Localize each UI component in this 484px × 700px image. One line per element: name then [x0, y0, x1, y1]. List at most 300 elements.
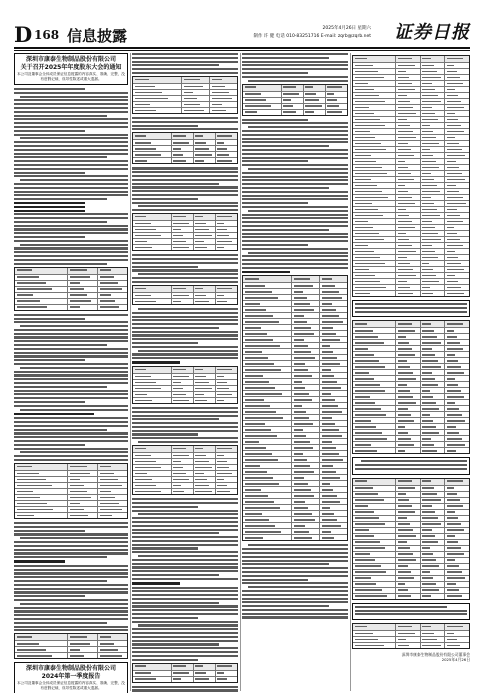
table-cell [421, 165, 446, 170]
table-cell [194, 483, 216, 488]
text-line [242, 134, 348, 136]
section-title: 信息披露 [67, 27, 128, 45]
table-row [353, 56, 469, 63]
table-cell [445, 436, 469, 441]
text-line [242, 575, 348, 577]
table-cell [292, 529, 320, 534]
table-cell [353, 153, 396, 158]
text-line [14, 580, 107, 582]
table-cell [353, 624, 396, 630]
table-cell [445, 376, 469, 381]
table-cell [353, 105, 396, 110]
table-cell [194, 152, 216, 157]
table-cell [326, 92, 347, 97]
table-cell [396, 255, 421, 260]
table-cell [216, 286, 237, 292]
text-line [132, 563, 238, 565]
section-heading-line [14, 202, 85, 204]
text-line [14, 440, 128, 442]
text-line [14, 164, 128, 166]
table-cell [445, 388, 469, 393]
text-line [138, 441, 238, 443]
table-cell [353, 328, 396, 333]
table-cell [243, 433, 292, 438]
text-line [242, 560, 348, 562]
text-line [132, 334, 238, 336]
table-cell [421, 93, 446, 98]
table-cell [133, 84, 182, 89]
text-line [14, 599, 128, 601]
table-cell [445, 219, 469, 224]
table-cell [292, 385, 320, 390]
table-cell [172, 227, 194, 232]
table-cell [396, 516, 421, 521]
table-cell [445, 207, 469, 212]
text-line [14, 191, 128, 193]
table-cell [320, 361, 347, 366]
text-line [14, 459, 128, 461]
table-cell [421, 388, 446, 393]
table-cell [216, 140, 237, 145]
table-cell [421, 225, 446, 230]
table-cell [396, 418, 421, 423]
publish-date: 2025年4月26日 星期六 [322, 26, 371, 31]
text-line [242, 263, 348, 265]
text-line [14, 533, 128, 535]
text-line [248, 544, 348, 546]
table-cell [421, 588, 446, 593]
table-cell [216, 446, 237, 452]
table-cell [194, 386, 216, 391]
text-line [132, 125, 198, 127]
table-cell [353, 346, 396, 351]
table-cell [216, 133, 237, 139]
text-line [242, 64, 348, 66]
text-line [242, 176, 348, 178]
table-cell [292, 493, 320, 498]
table-cell [216, 293, 237, 298]
table-cell [396, 93, 421, 98]
table-cell [396, 243, 421, 248]
text-line [132, 433, 198, 435]
text-line [242, 130, 348, 132]
table-cell [396, 588, 421, 593]
text-line [14, 545, 128, 547]
table-cell [98, 305, 127, 310]
table-cell [445, 99, 469, 104]
text-line [242, 61, 348, 63]
table-cell [421, 564, 446, 569]
column-divider [130, 53, 131, 691]
column-3 [242, 53, 348, 693]
table-cell [353, 424, 396, 429]
table-cell [445, 534, 469, 539]
table-cell [421, 291, 446, 296]
table-cell [396, 135, 421, 140]
table-cell [194, 398, 216, 403]
table-cell [396, 87, 421, 92]
table-cell [320, 505, 347, 510]
table-cell [292, 349, 320, 354]
text-line [14, 118, 128, 120]
text-line [132, 640, 238, 642]
table-cell [292, 451, 320, 456]
table-cell [194, 664, 216, 670]
table-cell [216, 459, 237, 464]
data-table [132, 366, 238, 404]
table-cell [133, 108, 182, 113]
table-cell [320, 433, 347, 438]
table-cell [353, 540, 396, 545]
text-line [132, 194, 238, 196]
table-cell [445, 504, 469, 509]
text-line [132, 346, 238, 348]
table-cell [243, 331, 292, 336]
table-cell [216, 671, 237, 676]
table-cell [320, 349, 347, 354]
table-cell [216, 158, 237, 163]
table-cell [320, 301, 347, 306]
table-cell [421, 448, 446, 453]
column-4 [352, 53, 470, 693]
table-cell [216, 477, 237, 482]
text-line [132, 547, 198, 549]
table-cell [445, 321, 469, 327]
text-line [132, 331, 238, 333]
table-cell [353, 93, 396, 98]
table-cell [243, 92, 282, 97]
table-cell [396, 576, 421, 581]
text-line [242, 53, 348, 55]
table-cell [182, 96, 210, 101]
table-cell [396, 159, 421, 164]
table-cell [421, 69, 446, 74]
text-line [242, 267, 348, 269]
notice-header [14, 53, 128, 85]
table-cell [320, 295, 347, 300]
table-cell [396, 406, 421, 411]
text-line [242, 556, 348, 558]
text-line [132, 323, 238, 325]
table-cell [353, 340, 396, 345]
table-cell [421, 594, 446, 599]
text-line [14, 247, 128, 249]
table-cell [243, 475, 292, 480]
table-row [353, 479, 469, 486]
table-cell [421, 321, 446, 327]
table-cell [210, 96, 237, 101]
table-cell [320, 391, 347, 396]
text-line [14, 614, 128, 616]
text-line [242, 598, 348, 600]
table-cell [396, 376, 421, 381]
table-cell [15, 305, 68, 310]
text-line [248, 80, 348, 82]
table-cell [326, 110, 347, 115]
table-cell [98, 507, 127, 512]
table-cell [320, 499, 347, 504]
table-cell [15, 501, 68, 506]
table-cell [133, 102, 182, 107]
table-cell [292, 475, 320, 480]
table-cell [172, 158, 194, 163]
text-line [355, 613, 467, 615]
table-cell [15, 293, 68, 298]
text-line [14, 348, 128, 350]
table-cell [133, 465, 172, 470]
text-line [14, 175, 128, 177]
text-line [14, 333, 128, 335]
text-line [132, 426, 238, 428]
table-cell [445, 352, 469, 357]
table-cell [216, 677, 237, 682]
table-cell [353, 87, 396, 92]
table-cell [320, 313, 347, 318]
table-cell [353, 171, 396, 176]
table-cell [210, 84, 237, 89]
text-line [14, 359, 85, 361]
table-cell [194, 453, 216, 458]
text-line [14, 455, 128, 457]
table-cell [194, 286, 216, 292]
table-cell [396, 123, 421, 128]
notice-company: 深圳市康泰生物制品股份有限公司 [25, 56, 116, 63]
table-cell [243, 457, 292, 462]
table-cell [396, 189, 421, 194]
table-cell [15, 275, 68, 280]
text-line [14, 217, 128, 219]
table-cell [353, 147, 396, 152]
table-cell [421, 87, 446, 92]
table-cell [243, 445, 292, 450]
table-cell [421, 75, 446, 80]
table-cell [421, 171, 446, 176]
text-line [132, 689, 238, 691]
table-cell [172, 239, 194, 244]
table-cell [421, 243, 446, 248]
table-cell [421, 129, 446, 134]
text-line [132, 617, 198, 619]
table-row [353, 448, 469, 453]
text-line [14, 541, 128, 543]
table-cell [353, 594, 396, 599]
table-cell [421, 479, 446, 485]
table-cell [292, 445, 320, 450]
table-cell [445, 570, 469, 575]
table-cell [445, 394, 469, 399]
table-cell [353, 376, 396, 381]
table-cell [396, 81, 421, 86]
table-cell [182, 77, 210, 83]
table-cell [445, 479, 469, 485]
table-cell [292, 289, 320, 294]
text-line [20, 244, 128, 246]
table-row [133, 664, 237, 671]
table-row [133, 299, 237, 304]
table-cell [98, 293, 127, 298]
notice-title: 2024年第一季度报告 [41, 672, 101, 680]
table-cell [421, 394, 446, 399]
table-cell [396, 364, 421, 369]
table-cell [396, 564, 421, 569]
text-line [14, 187, 128, 189]
data-table [132, 76, 238, 114]
table-cell [320, 325, 347, 330]
text-box [352, 603, 470, 620]
table-cell [320, 481, 347, 486]
text-line [14, 378, 128, 380]
table-cell [421, 340, 446, 345]
text-line [14, 622, 107, 624]
table-row [15, 305, 127, 310]
text-line [132, 578, 238, 580]
table-cell [243, 409, 292, 414]
table-row [133, 398, 237, 403]
text-line [248, 210, 348, 212]
table-cell [353, 56, 396, 62]
text-line [20, 179, 128, 181]
table-cell [172, 386, 194, 391]
text-line [14, 228, 128, 230]
table-cell [445, 528, 469, 533]
table-row [133, 677, 237, 682]
table-cell [15, 477, 68, 482]
table-cell [396, 498, 421, 503]
text-line [242, 236, 348, 238]
newspaper-logo: 证券日报 [394, 22, 470, 43]
table-cell [243, 110, 282, 115]
table-row [353, 291, 469, 296]
table-cell [320, 445, 347, 450]
table-cell [292, 379, 320, 384]
table-cell [445, 177, 469, 182]
table-cell [421, 546, 446, 551]
table-cell [210, 90, 237, 95]
table-cell [421, 364, 446, 369]
table-cell [292, 295, 320, 300]
table-cell [421, 267, 446, 272]
table-cell [216, 465, 237, 470]
table-cell [320, 409, 347, 414]
text-line [138, 308, 238, 310]
table-cell [292, 343, 320, 348]
table-cell [445, 105, 469, 110]
text-line [132, 422, 238, 424]
text-line [14, 318, 85, 320]
table-cell [243, 415, 292, 420]
table-cell [243, 307, 292, 312]
table-cell [98, 299, 127, 304]
table-cell [353, 412, 396, 417]
table-cell [353, 564, 396, 569]
text-line [242, 122, 348, 124]
text-line [242, 233, 348, 235]
table-cell [98, 464, 127, 470]
text-line [14, 344, 107, 346]
table-cell [133, 214, 172, 220]
table-cell [421, 135, 446, 140]
text-line [132, 316, 238, 318]
text-line [242, 179, 348, 181]
table-cell [243, 529, 292, 534]
table-cell [216, 471, 237, 476]
table-cell [68, 653, 98, 658]
table-cell [216, 214, 237, 220]
table-cell [421, 213, 446, 218]
text-line [242, 72, 308, 74]
text-line [14, 522, 128, 524]
table-cell [353, 75, 396, 80]
text-line [14, 572, 128, 574]
table-cell [320, 319, 347, 324]
table-cell [292, 427, 320, 432]
table-cell [445, 594, 469, 599]
table-cell [396, 400, 421, 405]
text-line [242, 214, 348, 216]
text-line [242, 157, 348, 159]
text-line [132, 632, 238, 634]
table-cell [15, 268, 68, 274]
text-line [242, 594, 348, 596]
table-cell [445, 430, 469, 435]
data-table [242, 275, 348, 541]
table-cell [396, 231, 421, 236]
text-line [132, 544, 238, 546]
table-cell [194, 293, 216, 298]
table-cell [353, 631, 396, 636]
table-cell [172, 367, 194, 373]
table-cell [15, 513, 68, 518]
table-cell [282, 92, 304, 97]
text-line [242, 206, 348, 208]
text-line [132, 506, 198, 508]
table-cell [68, 287, 98, 292]
table-cell [396, 261, 421, 266]
table-cell [15, 464, 68, 470]
table-cell [445, 564, 469, 569]
table-cell [353, 99, 396, 104]
text-line [14, 569, 128, 571]
table-cell [421, 436, 446, 441]
table-cell [396, 546, 421, 551]
table-cell [353, 570, 396, 575]
table-cell [396, 75, 421, 80]
text-line [14, 88, 85, 90]
table-cell [243, 385, 292, 390]
table-cell [320, 403, 347, 408]
table-cell [320, 415, 347, 420]
table-cell [133, 77, 182, 83]
table-cell [68, 641, 98, 646]
table-cell [396, 358, 421, 363]
text-line [14, 565, 128, 567]
text-line [132, 327, 219, 329]
header-rule [14, 47, 470, 49]
table-cell [194, 245, 216, 250]
table-row [15, 653, 127, 658]
table-cell [292, 409, 320, 414]
table-cell [243, 289, 292, 294]
table-cell [292, 391, 320, 396]
table-cell [292, 337, 320, 342]
table-row [15, 634, 127, 641]
text-line [14, 576, 128, 578]
text-line [132, 551, 238, 553]
signature-company: 深圳市康泰生物制品股份有限公司董事会 [401, 652, 470, 658]
table-cell [320, 355, 347, 360]
table-cell [194, 146, 216, 151]
text-line [242, 225, 348, 227]
